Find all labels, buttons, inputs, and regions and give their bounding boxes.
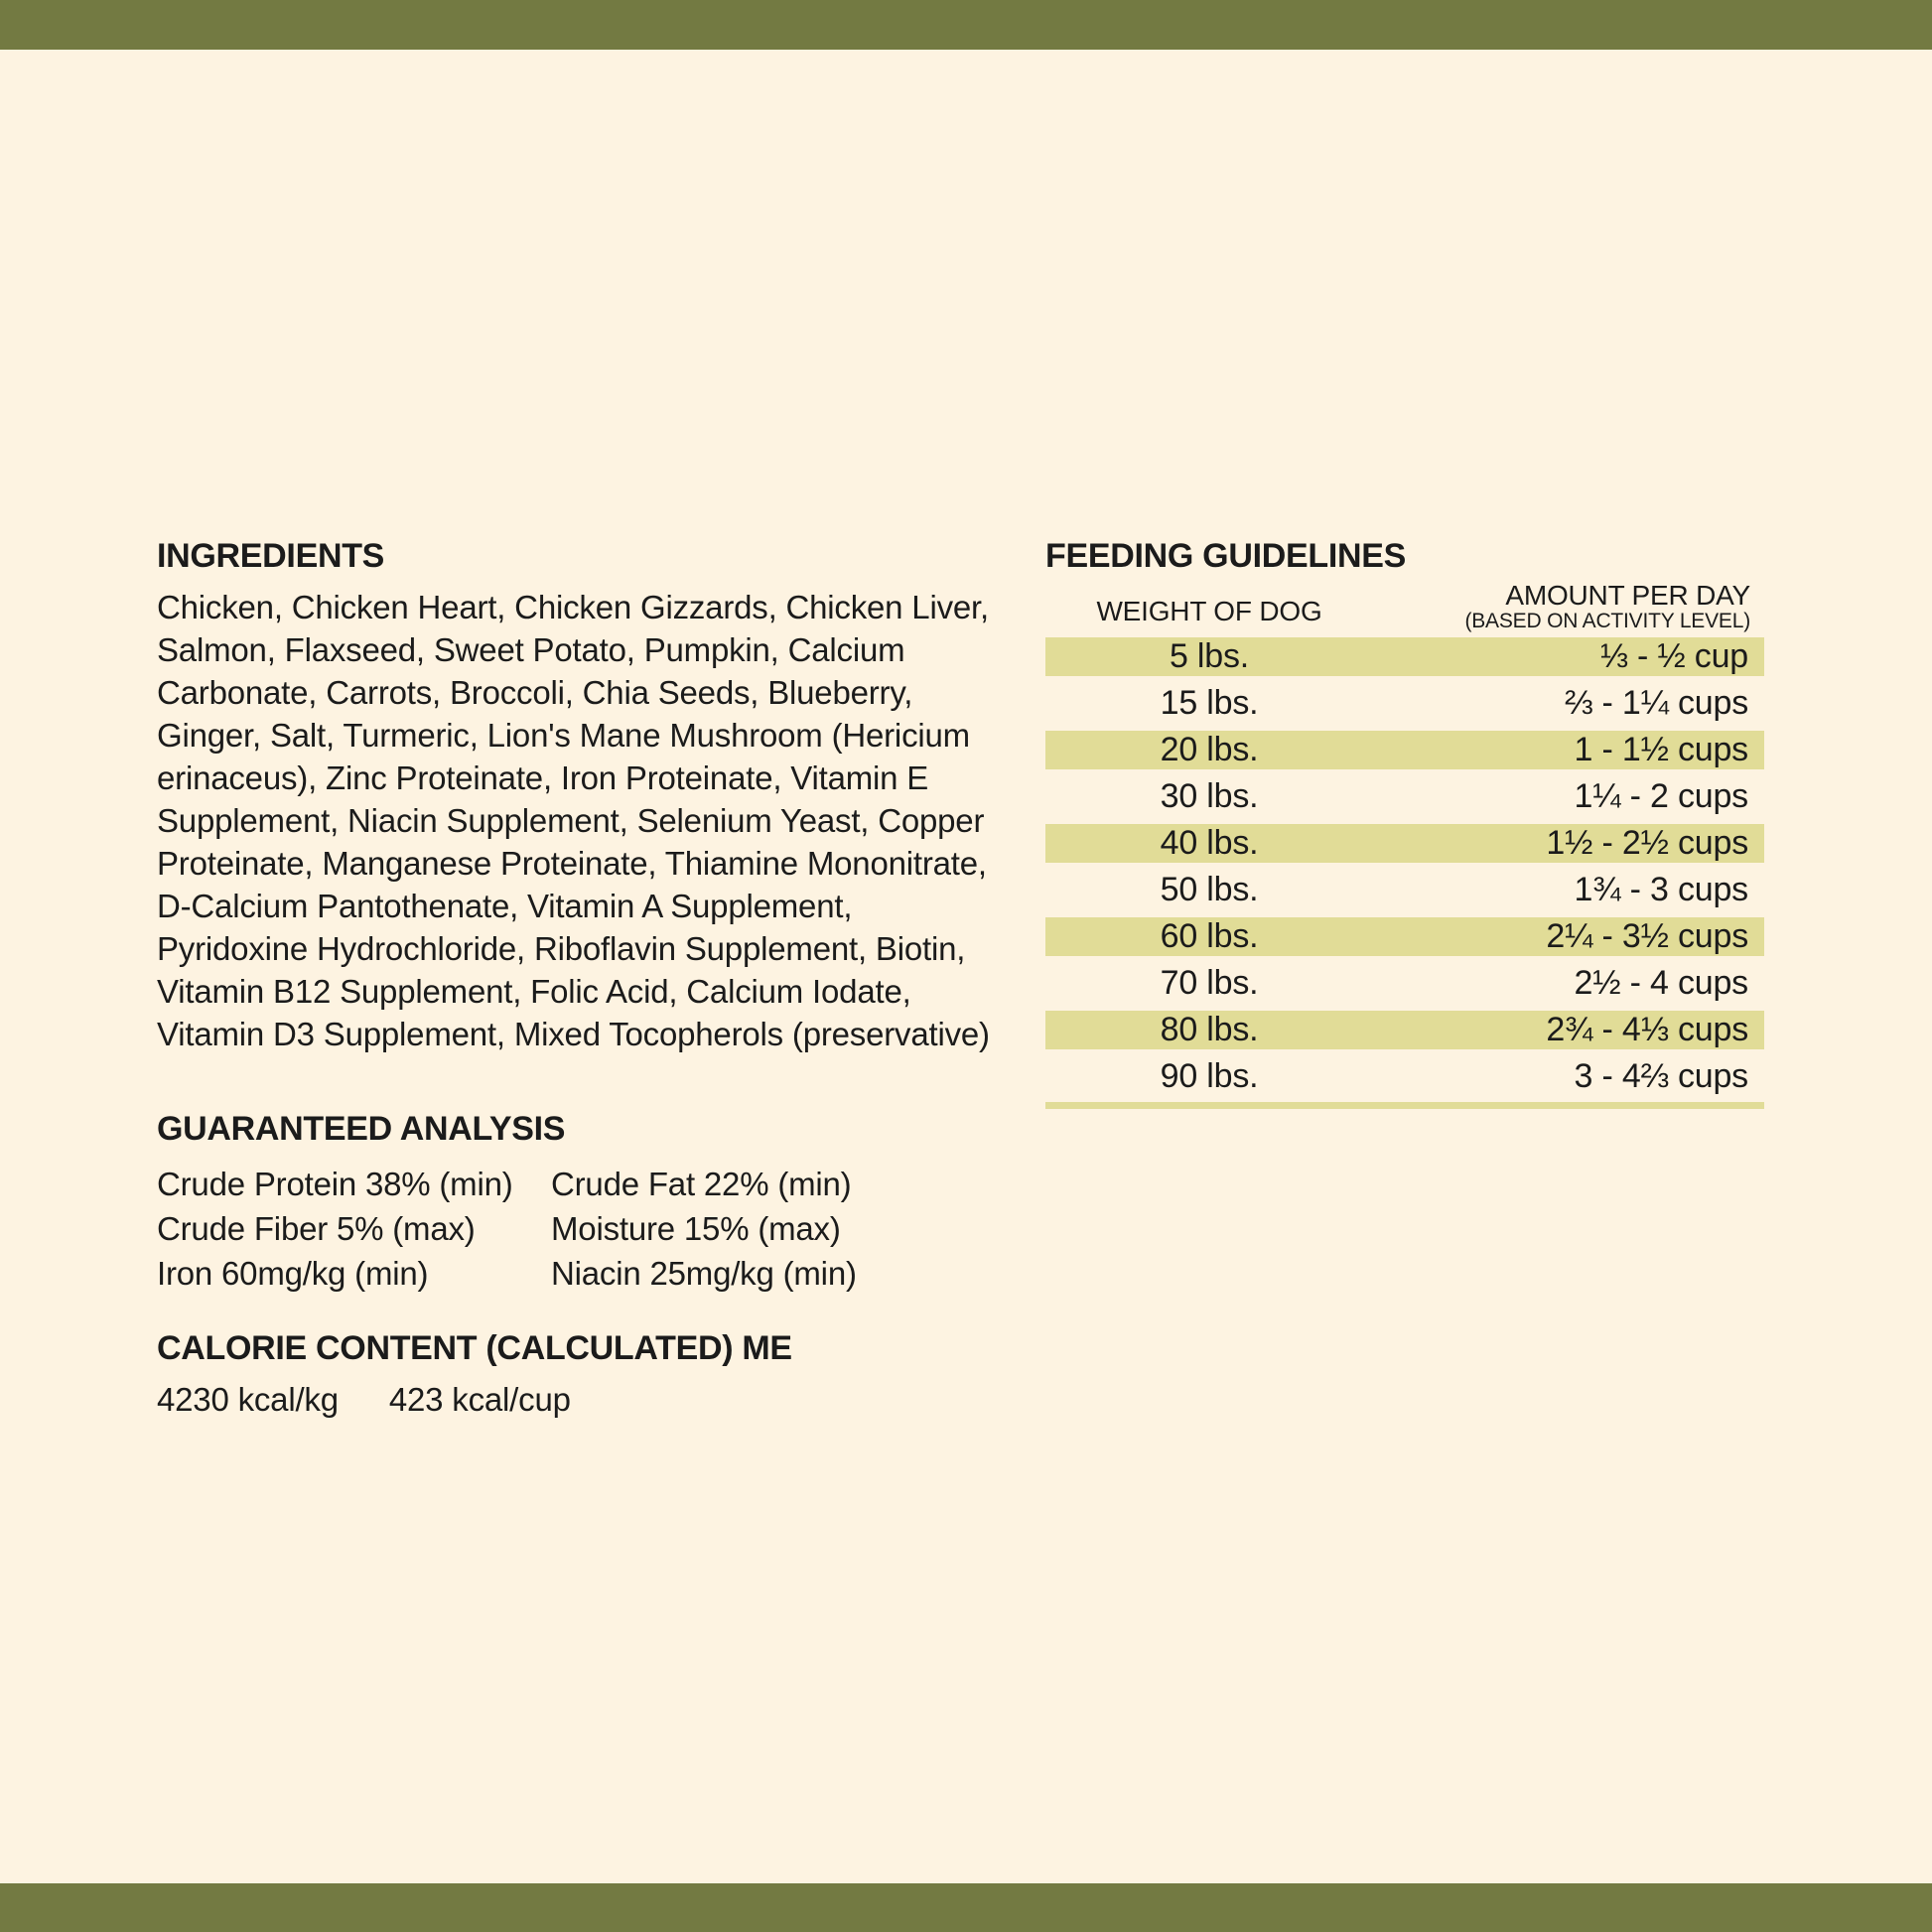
amount-cell: 1¼ - 2 cups: [1574, 777, 1748, 815]
feeding-table-row: [1045, 773, 1764, 820]
weight-of-dog-header: WEIGHT OF DOG: [1096, 596, 1322, 626]
amount-per-day-header: [1373, 581, 1764, 633]
analysis-row: [157, 1162, 996, 1206]
analysis-row: [157, 1206, 996, 1251]
analysis-value-right: Niacin 25mg/kg (min): [551, 1255, 857, 1292]
feeding-table-row: [1045, 680, 1764, 727]
feeding-guidelines-heading: FEEDING GUIDELINES: [1045, 537, 1406, 575]
right-column: [1045, 539, 1764, 1109]
bottom-olive-band: [0, 1883, 1932, 1932]
feeding-table-row: [1045, 727, 1764, 773]
ingredients-text: Chicken, Chicken Heart, Chicken Gizzards, Chicken Liver, Salmon, Flaxseed, Sweet Potato, Pumpkin, Calcium Carbonate, Carrots, Broccoli, Chia Seeds, Blueberry, Ginger, Salt, Turmeric, Lion's Mane Mushroom (Hericium erinaceus), Zinc Proteinate, Iron Proteinate, Vitamin E Supplement, Niacin Supplement, Selenium Yeast, Copper Proteinate, Manganese Proteinate, Thiamine Mononitrate, D-Calcium Pantothenate, Vitamin A Supplement, Pyridoxine Hydrochloride, Riboflavin Supplement, Biotin, Vitamin B12 Supplement, Folic Acid, Calcium Iodate, Vitamin D3 Supplement, Mixed Tocopherols (preservative): [157, 589, 990, 1052]
weight-cell: 70 lbs.: [1160, 964, 1259, 1002]
table-bottom-rule: [1045, 1102, 1764, 1109]
feeding-table-row: [1045, 913, 1764, 960]
amount-cell: 1½ - 2½ cups: [1546, 824, 1748, 862]
amount-cell: ⅓ - ½ cup: [1599, 637, 1748, 675]
analysis-row: [157, 1251, 996, 1296]
calorie-per-cup: 423 kcal/cup: [388, 1381, 571, 1418]
amount-cell: 2¾ - 4⅓ cups: [1546, 1011, 1748, 1048]
amount-cell: ⅔ - 1¼ cups: [1565, 684, 1748, 722]
weight-cell: 15 lbs.: [1160, 684, 1259, 722]
feeding-table-row: [1045, 1007, 1764, 1053]
calorie-values: [157, 1378, 996, 1421]
weight-cell: 30 lbs.: [1160, 777, 1259, 815]
amount-cell: 3 - 4⅔ cups: [1574, 1057, 1748, 1095]
amount-cell: 1¾ - 3 cups: [1574, 871, 1748, 908]
feeding-table-row: [1045, 820, 1764, 867]
weight-cell: 50 lbs.: [1160, 871, 1259, 908]
calorie-per-kg: 4230 kcal/kg: [157, 1381, 339, 1418]
feeding-table-row: [1045, 633, 1764, 680]
feeding-table-row: [1045, 960, 1764, 1007]
ingredients-heading: INGREDIENTS: [157, 537, 385, 575]
analysis-value-left: Crude Protein 38% (min): [157, 1166, 513, 1202]
weight-cell: 90 lbs.: [1160, 1057, 1259, 1095]
weight-cell: 60 lbs.: [1160, 917, 1259, 955]
feeding-table-header: [1045, 580, 1764, 633]
weight-cell: 20 lbs.: [1160, 731, 1259, 768]
weight-cell: 80 lbs.: [1160, 1011, 1259, 1048]
amount-subheader-line: (BASED ON ACTIVITY LEVEL): [1464, 610, 1750, 632]
weight-cell: 40 lbs.: [1160, 824, 1259, 862]
amount-header-line: AMOUNT PER DAY: [1505, 580, 1750, 611]
analysis-value-left: Crude Fiber 5% (max): [157, 1210, 476, 1247]
amount-cell: 1 - 1½ cups: [1574, 731, 1748, 768]
amount-cell: 2½ - 4 cups: [1574, 964, 1748, 1002]
weight-cell: 5 lbs.: [1169, 637, 1250, 675]
analysis-value-right: Crude Fat 22% (min): [551, 1166, 852, 1202]
left-column: [157, 539, 996, 1421]
amount-cell: 2¼ - 3½ cups: [1546, 917, 1748, 955]
analysis-value-right: Moisture 15% (max): [551, 1210, 841, 1247]
guaranteed-analysis-heading: GUARANTEED ANALYSIS: [157, 1110, 566, 1148]
top-olive-band: [0, 0, 1932, 50]
analysis-value-left: Iron 60mg/kg (min): [157, 1255, 429, 1292]
feeding-table-row: [1045, 867, 1764, 913]
calorie-content-heading: CALORIE CONTENT (CALCULATED) ME: [157, 1329, 792, 1367]
feeding-table: [1045, 633, 1764, 1100]
guaranteed-analysis-table: [157, 1162, 996, 1296]
feeding-table-row: [1045, 1053, 1764, 1100]
